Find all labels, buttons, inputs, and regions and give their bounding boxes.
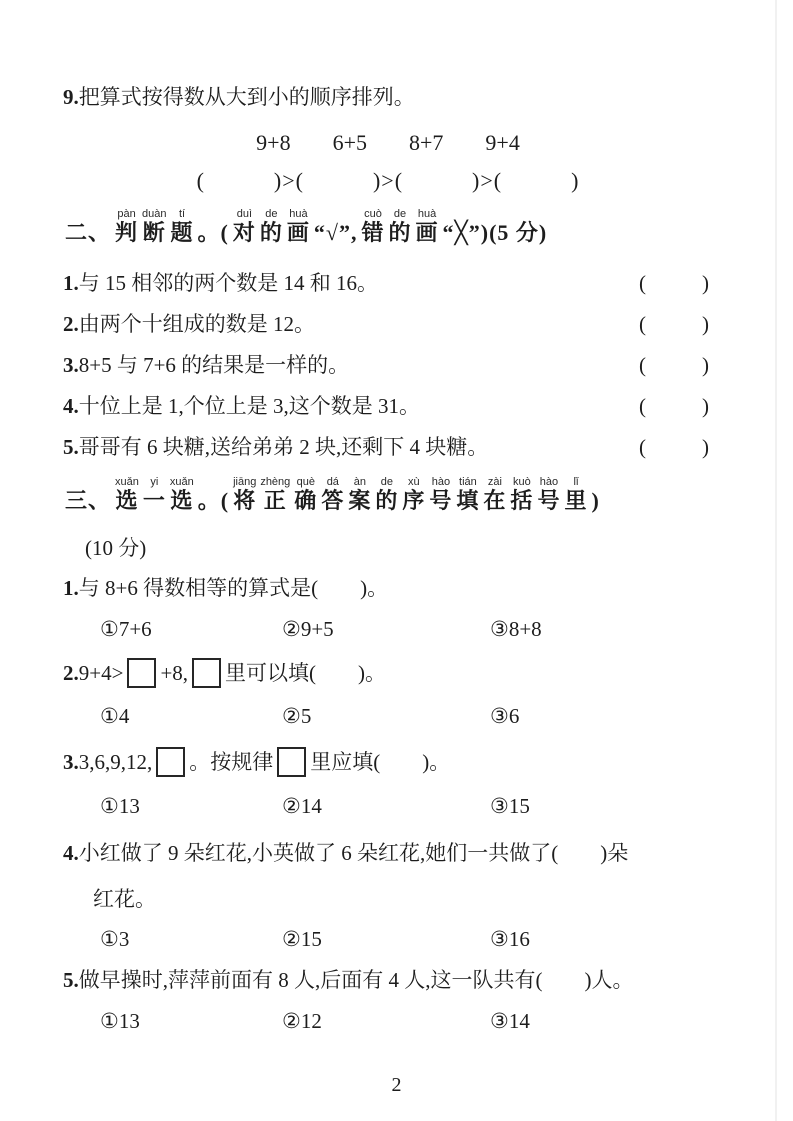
judge-answer-brackets: ( ) xyxy=(639,312,709,336)
judge-item-text: 1.与 15 相邻的两个数是 14 和 16。 xyxy=(63,271,378,295)
page-number: 2 xyxy=(391,1074,402,1096)
expression: 6+5 xyxy=(332,130,367,155)
question-9-answer-blanks: ( )>( )>( )>( ) xyxy=(196,168,580,193)
options-row-4 xyxy=(63,926,713,952)
judge-item-text: 2.由两个十组成的数是 12。 xyxy=(63,312,315,336)
option-1: ①7+6 xyxy=(100,617,152,641)
options-row-2 xyxy=(63,703,713,729)
question-text: 与 8+6 得数相等的算式是( )。 xyxy=(78,576,389,600)
option-3: ③6 xyxy=(490,704,520,728)
section-choice xyxy=(63,476,713,1034)
choice-question-3 xyxy=(63,747,713,777)
judge-answer-brackets: ( ) xyxy=(639,271,709,295)
question-number: 2. xyxy=(63,312,79,336)
question-number: 1. xyxy=(63,271,79,295)
section-choice-title: 三、 选xuǎn一yi选xuǎn。( 将jiāng正zhèng确què答dá案àn的de序xù号hào填tián在zài括kuò号hào里lǐ) xyxy=(65,476,600,513)
answer-box xyxy=(127,658,156,688)
question-text: 9+4> +8, 里可以填( )。 xyxy=(79,661,386,685)
scan-edge-artifact xyxy=(775,0,777,1121)
judge-item-1 xyxy=(63,270,713,296)
choice-question-4-line2: 红花。 xyxy=(93,887,156,911)
choice-question-2 xyxy=(63,658,713,688)
question-text: 小红做了 9 朵红花,小英做了 6 朵红花,她们一共做了( )朵 xyxy=(78,841,629,865)
section-judge-title: 二、 判pàn断duàn题tí。( 对duì的de画huà“√”, 错cuò的de画huà“╳”)(5 分) xyxy=(65,208,548,245)
answer-box xyxy=(277,747,306,777)
option-2: ②15 xyxy=(282,927,322,951)
question-number: 3. xyxy=(63,750,79,774)
option-2: ②12 xyxy=(282,1009,322,1033)
choice-question-4 xyxy=(63,840,713,866)
question-text: 把算式按得数从大到小的顺序排列。 xyxy=(78,85,415,109)
answer-box xyxy=(192,658,221,688)
question-9 xyxy=(63,84,713,194)
judge-item-5 xyxy=(63,434,713,460)
options-row-1 xyxy=(63,616,713,642)
question-9-expressions xyxy=(63,130,713,156)
judge-answer-brackets: ( ) xyxy=(639,394,709,418)
judge-item-text: 5.哥哥有 6 块糖,送给弟弟 2 块,还剩下 4 块糖。 xyxy=(63,435,489,459)
option-1: ①13 xyxy=(100,794,140,818)
choice-question-5 xyxy=(63,967,713,993)
options-row-5 xyxy=(63,1008,713,1034)
question-number: 9. xyxy=(63,85,79,109)
judge-answer-brackets: ( ) xyxy=(639,353,709,377)
option-2: ②14 xyxy=(282,794,322,818)
option-3: ③16 xyxy=(490,927,530,951)
judge-item-text: 4.十位上是 1,个位上是 3,这个数是 31。 xyxy=(63,394,420,418)
expression: 8+7 xyxy=(409,130,444,155)
judge-item-3 xyxy=(63,352,713,378)
question-9-prompt xyxy=(63,84,713,110)
question-number: 4. xyxy=(63,841,79,865)
judge-answer-brackets: ( ) xyxy=(639,435,709,459)
question-number: 1. xyxy=(63,576,79,600)
question-number: 5. xyxy=(63,435,79,459)
question-number: 3. xyxy=(63,353,79,377)
judge-item-2 xyxy=(63,311,713,337)
expression: 9+8 xyxy=(256,130,291,155)
option-3: ③15 xyxy=(490,794,530,818)
judge-item-4 xyxy=(63,393,713,419)
answer-box xyxy=(156,747,185,777)
options-row-3 xyxy=(63,793,713,819)
option-3: ③14 xyxy=(490,1009,530,1033)
option-2: ②9+5 xyxy=(282,617,334,641)
question-number: 5. xyxy=(63,968,79,992)
option-2: ②5 xyxy=(282,704,312,728)
option-1: ①13 xyxy=(100,1009,140,1033)
section-judge xyxy=(63,208,713,460)
option-3: ③8+8 xyxy=(490,617,542,641)
section-choice-score: (10 分) xyxy=(85,536,147,560)
option-1: ①4 xyxy=(100,704,130,728)
question-text: 做早操时,萍萍前面有 8 人,后面有 4 人,这一队共有( )人。 xyxy=(78,968,634,992)
choice-question-1 xyxy=(63,575,713,601)
question-text: 3,6,9,12, 。按规律 里应填( )。 xyxy=(79,750,451,774)
option-1: ①3 xyxy=(100,927,130,951)
question-number: 2. xyxy=(63,661,79,685)
question-number: 4. xyxy=(63,394,79,418)
expression: 9+4 xyxy=(485,130,520,155)
judge-item-text: 3.8+5 与 7+6 的结果是一样的。 xyxy=(63,353,350,377)
